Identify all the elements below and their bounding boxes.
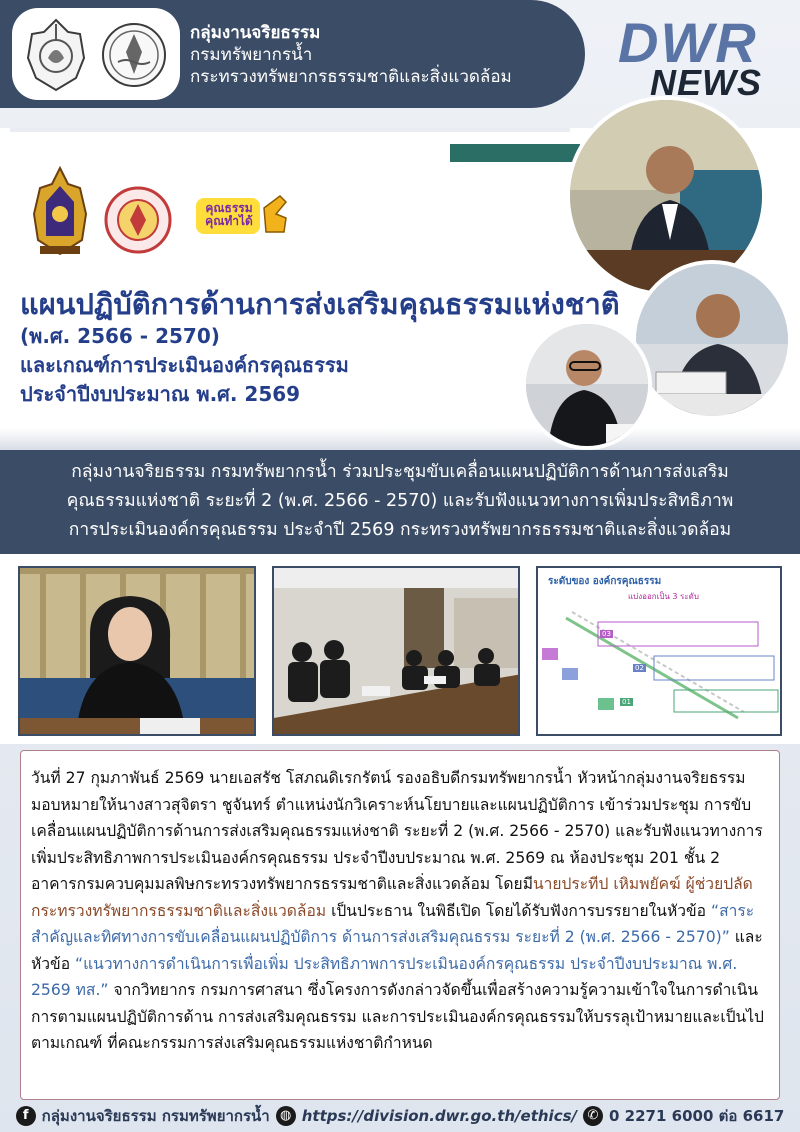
slide-level-3: 03 — [602, 630, 611, 638]
facebook-icon: f — [16, 1106, 36, 1126]
moral-campaign-logo-text: คุณธรรม คุณทำได้ — [205, 201, 253, 228]
org-unit-name: กลุ่มงานจริยธรรม — [190, 23, 321, 43]
article-paragraph-1: วันที่ 27 กุมภาพันธ์ 2569 นายเอสรัช โสภณดิเรกรัตน์ รองอธิบดีกรมทรัพยากรน้ำ หัวหน้ากลุ่มงานจริยธรรม มอบหมายให้นางสาวสุจิตรา ชูจันทร์ ตำแหน่งนักวิเคราะห์นโยบายและแผนปฏิบัติการ เข้าร่วมประชุม การขับเคลื่อนแผนปฏิบัติการด้านการส่งเสริมคุณธรรมแห่งชาติ ระยะที่ 2 (พ.ศ. 2566 - 2570) และรับฟังแนวทางการเพิ่มประสิทธิภาพการประเมินองค์กรคุณธรรม ประจำปีงบประมาณ พ.ศ. 2569 ณ ห้องประชุม 201 ชั้น 2 อาคารกรมควบคุมมลพิษกระทรวงทรัพยากรธรรมชาติและสิ่งแวดล้อม โดยมี — [31, 769, 763, 893]
brand-dwr: DWR — [618, 11, 758, 74]
summary-block — [0, 450, 800, 554]
banner-title-line1: แผนปฏิบัติการด้านการส่งเสริมคุณธรรมแห่งชาติ — [20, 287, 620, 321]
banner-title-line3: และเกณฑ์การประเมินองค์กรคุณธรรม — [20, 353, 349, 377]
department-name: กรมทรัพยากรน้ำ — [190, 45, 313, 65]
speaker-photo-left — [522, 320, 652, 450]
footer-website-link[interactable]: https://division.dwr.go.th/ethics/ — [301, 1107, 577, 1125]
logo-box — [12, 8, 180, 100]
slide-level-2: 02 — [635, 664, 644, 672]
phone-icon: ✆ — [583, 1106, 603, 1126]
speaker-photo-right — [632, 260, 792, 420]
lecture-topic-1: “สาระสำคัญและทิศทางการขับเคลื่อนแผนปฏิบัติการ ด้านการส่งเสริมคุณธรรม ระยะที่ 2 (พ.ศ. 2566 - 2570)” — [31, 901, 755, 946]
header-bar — [0, 0, 585, 108]
summary-line2: คุณธรรมแห่งชาติ ระยะที่ 2 (พ.ศ. 2566 - 2570) และรับฟังแนวทางการเพิ่มประสิทธิภาพ — [66, 491, 734, 511]
header-text — [190, 22, 512, 88]
moral-center-logo-icon — [104, 186, 172, 254]
article-paragraph-3: และหัวข้อ — [31, 928, 763, 973]
department-seal-icon — [100, 18, 168, 92]
footer-phone[interactable]: 0 2271 6000 ต่อ 6617 — [609, 1107, 785, 1125]
banner-title-line4: ประจำปีงบประมาณ พ.ศ. 2569 — [20, 382, 301, 406]
ministry-name: กระทรวงทรัพยากรธรรมชาติและสิ่งแวดล้อม — [190, 67, 512, 87]
summary-line3: การประเมินองค์กรคุณธรรม ประจำปี 2569 กระทรวงทรัพยากรธรรมชาติและสิ่งแวดล้อม — [68, 520, 732, 540]
banner-title-line2: (พ.ศ. 2566 - 2570) — [20, 324, 220, 348]
gallery-photo-meeting — [272, 566, 520, 736]
gallery-slide-levels — [536, 566, 782, 736]
globe-icon: ◍ — [276, 1106, 296, 1126]
slide-level-1: 01 — [622, 698, 631, 706]
lecture-topic-2: “แนวทางการดำเนินการเพื่อเพิ่ม ประสิทธิภาพการประเมินองค์กรคุณธรรม ประจำปีงบประมาณ พ.ศ. 2569 ทส.” — [31, 954, 738, 999]
article-paragraph-2: เป็นประธาน ในพิธีเปิด โดยได้รับฟังการบรรยายในหัวข้อ — [326, 901, 711, 920]
banner-top-line — [10, 128, 570, 132]
brand-news: NEWS — [650, 62, 762, 103]
article-body — [20, 750, 780, 1100]
article-paragraph-4: จากวิทยากร กรมการศาสนา ซึ่งโครงการดังกล่าวจัดขึ้นเพื่อสร้างความรู้ความเข้าใจในการดำเนินการตามแผนปฏิบัติการด้าน การส่งเสริมคุณธรรม และการประเมินองค์กรคุณธรรมให้บรรลุเป้าหมายและเป็นไปตามเกณฑ์ ที่คณะกรรมการส่งเสริมคุณธรรมแห่งชาติกำหนด — [31, 981, 764, 1052]
summary-line1: กลุ่มงานจริยธรรม กรมทรัพยากรน้ำ ร่วมประชุมขับเคลื่อนแผนปฏิบัติการด้านการส่งเสริม — [71, 462, 729, 482]
slide-heading: ระดับของ องค์กรคุณธรรม — [548, 576, 662, 587]
chairperson: นายประทีป เหิมพยัคฆ์ ผู้ช่วยปลัดกระทรวงทรัพยากรธรรมชาติและสิ่งแวดล้อม — [31, 875, 753, 920]
slide-subheading: แบ่งออกเป็น 3 ระดับ — [628, 592, 699, 601]
footer — [0, 1100, 800, 1132]
banner-accent-bar — [450, 144, 580, 162]
banner-bottom-fade — [0, 428, 800, 450]
ministry-seal-icon — [22, 18, 90, 92]
gallery-photo-participant — [18, 566, 256, 736]
religion-dept-logo-icon — [30, 166, 90, 258]
footer-facebook[interactable]: กลุ่มงานจริยธรรม กรมทรัพยากรน้ำ — [41, 1107, 270, 1125]
